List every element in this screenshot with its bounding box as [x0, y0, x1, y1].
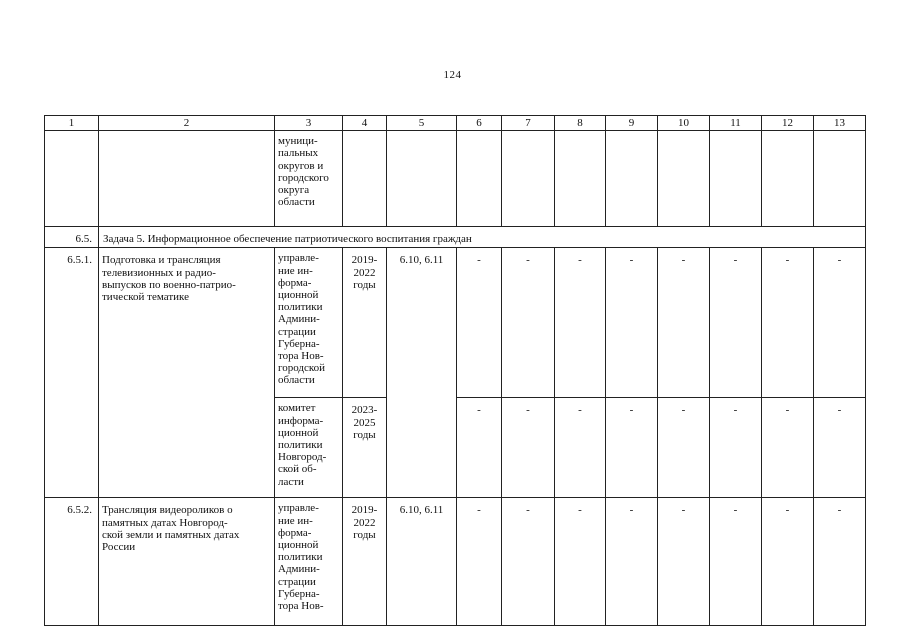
value-cell: -	[710, 248, 762, 398]
executor-cell: комитет информа- ционной политики Новгород- ской об- ласти	[275, 398, 343, 498]
column-header: 9	[606, 116, 658, 131]
column-header: 5	[387, 116, 457, 131]
column-header: 1	[45, 116, 99, 131]
value-cell: -	[555, 398, 606, 498]
task-number: 6.5.	[45, 227, 99, 248]
task-row	[45, 227, 866, 248]
column-header: 8	[555, 116, 606, 131]
target-indicators: 6.10, 6.11	[387, 498, 457, 626]
value-cell: -	[457, 248, 502, 398]
executor-cell	[275, 131, 343, 227]
program-activities-table	[44, 115, 866, 626]
value-cell: -	[457, 498, 502, 626]
value-cell: -	[658, 498, 710, 626]
value-cell: -	[555, 248, 606, 398]
row-description: Подготовка и трансляция телевизионных и радио- выпусков по военно-патрио- тической тематике	[99, 248, 275, 498]
column-number-header-row	[45, 116, 866, 131]
column-header: 7	[502, 116, 555, 131]
value-cell: -	[762, 398, 814, 498]
value-cell: -	[502, 498, 555, 626]
column-header: 2	[99, 116, 275, 131]
program-table-sheet	[44, 115, 865, 626]
value-cell: -	[555, 498, 606, 626]
period-cell: 2023- 2025 годы	[343, 398, 387, 498]
column-header: 3	[275, 116, 343, 131]
value-cell: -	[814, 498, 866, 626]
value-cell: -	[814, 398, 866, 498]
value-cell: -	[762, 248, 814, 398]
column-header: 12	[762, 116, 814, 131]
value-cell: -	[658, 398, 710, 498]
column-header: 6	[457, 116, 502, 131]
column-header: 4	[343, 116, 387, 131]
column-header: 13	[814, 116, 866, 131]
value-cell: -	[457, 398, 502, 498]
executor-text: муници- пальных округов и городского округа области	[278, 135, 329, 209]
row-number: 6.5.2.	[45, 498, 99, 626]
value-cell: -	[502, 248, 555, 398]
executor-cell: управле- ние ин- форма- ционной политики Админи- страции Губерна- тора Нов-	[275, 498, 343, 626]
value-cell: -	[606, 498, 658, 626]
table-row	[45, 498, 866, 626]
page-number: 124	[443, 69, 462, 81]
value-cell: -	[710, 398, 762, 498]
value-cell: -	[502, 398, 555, 498]
period-cell: 2019- 2022 годы	[343, 248, 387, 398]
task-title: Задача 5. Информационное обеспечение патриотического воспитания граждан	[99, 227, 866, 248]
value-cell: -	[658, 248, 710, 398]
column-header: 11	[710, 116, 762, 131]
row-description: Трансляция видеороликов о памятных датах Новгород- ской земли и памятных датах России	[99, 498, 275, 626]
continuation-row	[45, 131, 866, 227]
value-cell: -	[710, 498, 762, 626]
table-row	[45, 248, 866, 398]
column-header: 10	[658, 116, 710, 131]
value-cell: -	[606, 248, 658, 398]
value-cell: -	[762, 498, 814, 626]
target-indicators: 6.10, 6.11	[387, 248, 457, 498]
value-cell: -	[606, 398, 658, 498]
period-cell: 2019- 2022 годы	[343, 498, 387, 626]
executor-cell: управле- ние ин- форма- ционной политики Админи- страции Губерна- тора Нов- городской области	[275, 248, 343, 398]
value-cell: -	[814, 248, 866, 398]
row-number: 6.5.1.	[45, 248, 99, 498]
